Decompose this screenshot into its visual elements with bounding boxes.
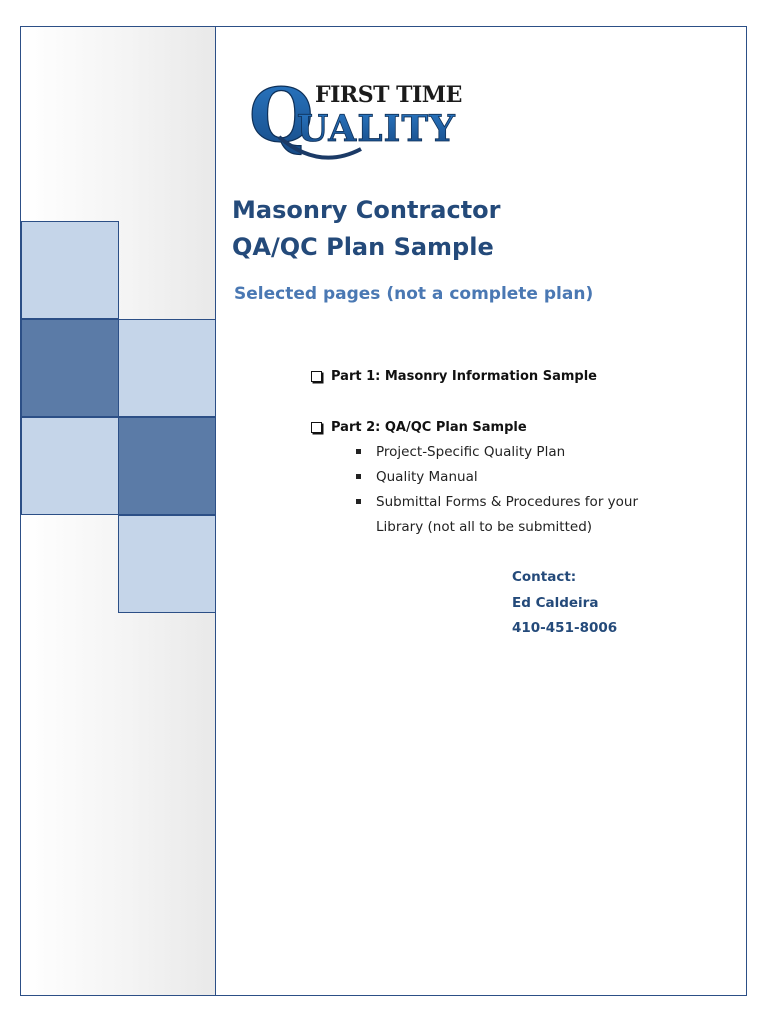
decor-block-light (21, 417, 119, 515)
logo-line-uality: UALITY (297, 108, 456, 150)
logo-line-first-time: FIRST TIME (315, 82, 462, 108)
part-2-bullet-list (356, 440, 676, 540)
contact-name: Ed Caldeira (512, 594, 599, 611)
decor-block-dark (21, 319, 119, 417)
list-item (356, 465, 676, 490)
part-2-label: Part 2: QA/QC Plan Sample (331, 420, 527, 435)
checkbox-icon (311, 371, 322, 382)
checkbox-icon (311, 422, 322, 433)
document-subtitle: Selected pages (not a complete plan) (234, 284, 594, 304)
contact-phone: 410-451-8006 (512, 620, 618, 636)
contact-block (512, 565, 617, 642)
title-line-2: QA/QC Plan Sample (232, 233, 494, 261)
part-1-label: Part 1: Masonry Information Sample (331, 369, 597, 384)
square-bullet-icon (356, 440, 376, 465)
decor-block-light (118, 515, 216, 613)
square-bullet-icon (356, 465, 376, 490)
document-title (232, 192, 501, 266)
list-item (356, 440, 676, 465)
contact-heading: Contact: (512, 569, 577, 585)
part-2-item (311, 420, 527, 435)
list-item-text: Quality Manual (376, 469, 478, 485)
square-bullet-icon (356, 490, 376, 540)
logo-letter-q: Q (249, 75, 314, 159)
part-1-item (311, 369, 597, 384)
list-item (356, 490, 676, 540)
list-item-text: Project-Specific Quality Plan (376, 444, 566, 460)
decor-block-light (118, 319, 216, 417)
decor-block-dark (118, 417, 216, 515)
decor-block-light (21, 221, 119, 319)
title-line-1: Masonry Contractor (232, 196, 501, 224)
company-logo (249, 75, 469, 165)
list-item-text: Submittal Forms & Procedures for your Library (not all to be submitted) (376, 494, 639, 535)
